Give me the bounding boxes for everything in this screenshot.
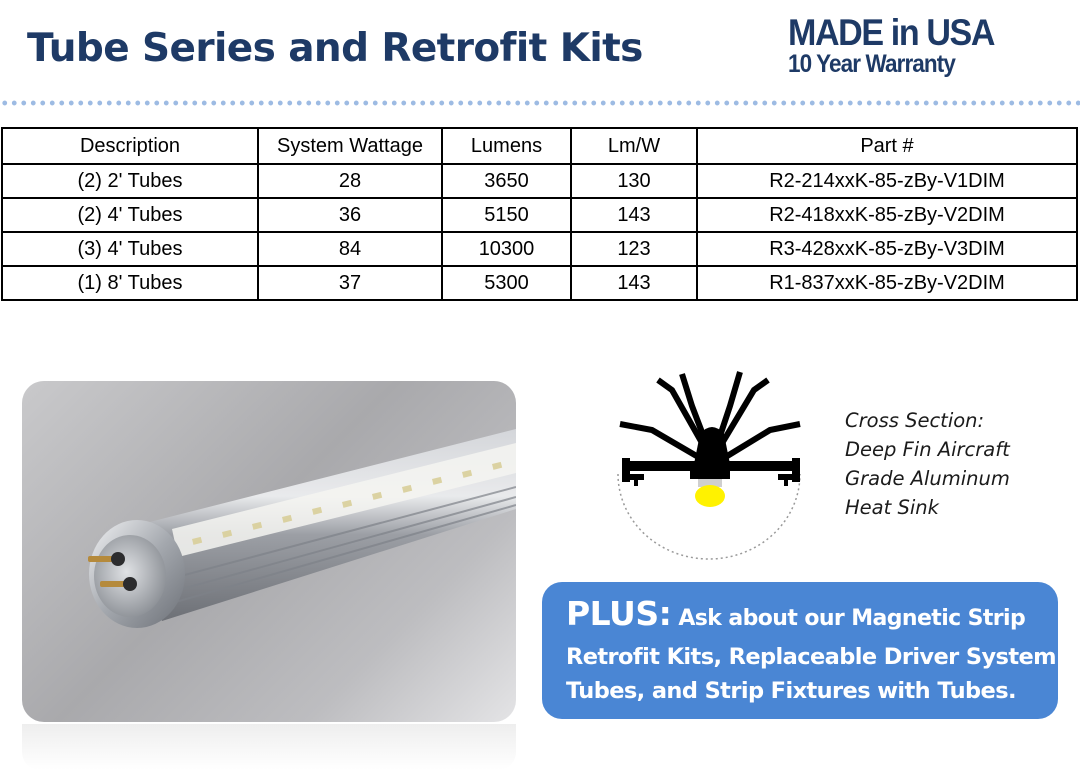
cell-lmw: 123 [571,232,697,266]
dotted-divider [0,100,1080,106]
cell-lumens: 5300 [442,266,571,300]
cell-part: R1-837xxK-85-zBy-V2DIM [697,266,1077,300]
cell-description: (3) 4' Tubes [2,232,258,266]
led-tube-photo [22,381,516,722]
table-row [2,232,1077,266]
col-header-lumens: Lumens [442,128,571,164]
cell-description: (1) 8' Tubes [2,266,258,300]
cell-lumens: 10300 [442,232,571,266]
table-row [2,266,1077,300]
cell-description: (2) 2' Tubes [2,164,258,198]
table-header-row [2,128,1077,164]
cell-description: (2) 4' Tubes [2,198,258,232]
cell-lmw: 143 [571,198,697,232]
cell-lumens: 3650 [442,164,571,198]
cell-lmw: 130 [571,164,697,198]
plus-callout-box [542,582,1058,719]
col-header-lmw: Lm/W [571,128,697,164]
caption-line: Cross Section: [845,409,985,432]
cell-wattage: 28 [258,164,442,198]
col-header-part: Part # [697,128,1077,164]
cell-wattage: 84 [258,232,442,266]
caption-line: Grade Aluminum [845,467,1010,490]
cell-part: R2-418xxK-85-zBy-V2DIM [697,198,1077,232]
made-in-usa-badge [788,14,1012,77]
cell-wattage: 36 [258,198,442,232]
cell-lmw: 143 [571,266,697,300]
table-row [2,198,1077,232]
badge-main-text: MADE in USA [788,12,995,53]
caption-line: Deep Fin Aircraft [845,438,1010,461]
cell-part: R2-214xxK-85-zBy-V1DIM [697,164,1077,198]
led-tube-illustration [22,381,516,722]
table-row [2,164,1077,198]
col-header-description: Description [2,128,258,164]
cell-part: R3-428xxK-85-zBy-V3DIM [697,232,1077,266]
cross-section-caption [845,406,1010,522]
heat-sink-cross-section-diagram [612,368,812,563]
badge-warranty-text: 10 Year Warranty [788,50,955,78]
page-title: Tube Series and Retrofit Kits [27,26,643,71]
cell-wattage: 37 [258,266,442,300]
plus-heading: PLUS: [566,594,672,633]
photo-reflection [22,724,516,770]
cell-lumens: 5150 [442,198,571,232]
plus-text-line: Ask about our Magnetic Strip [678,606,1026,631]
spec-table [1,127,1078,301]
plus-text-line: Retrofit Kits, Replaceable Driver System [566,644,1057,670]
col-header-wattage: System Wattage [258,128,442,164]
caption-line: Heat Sink [845,496,939,519]
plus-text-line: Tubes, and Strip Fixtures with Tubes. [566,678,1016,704]
